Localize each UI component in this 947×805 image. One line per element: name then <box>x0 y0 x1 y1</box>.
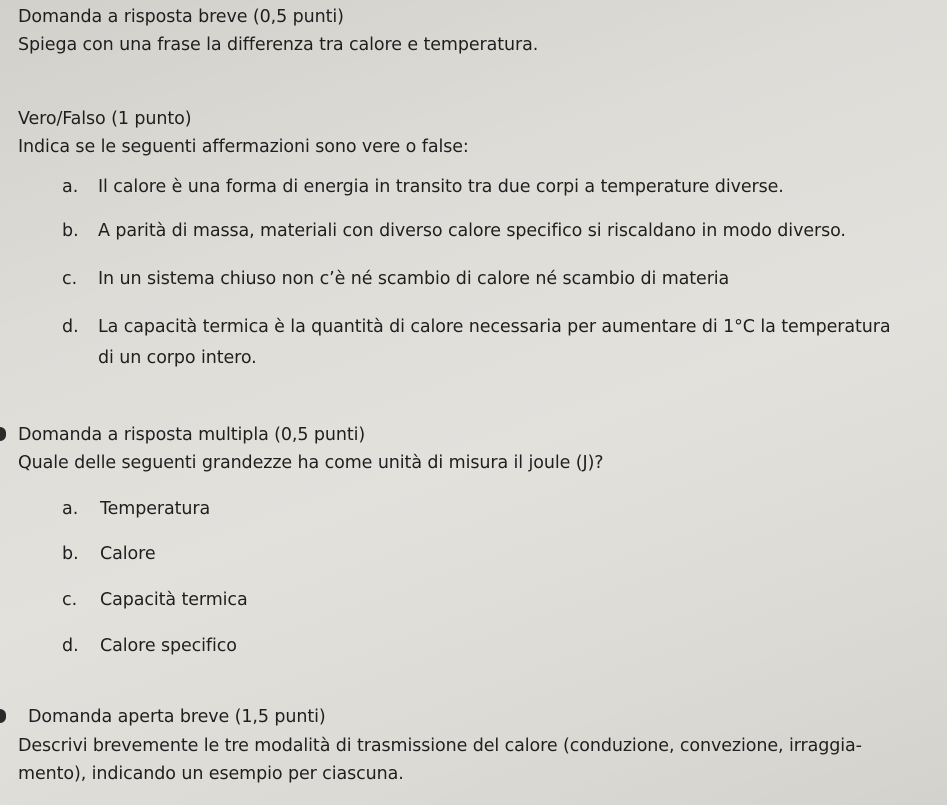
section3-question: Quale delle seguenti grandezze ha come unità di misura il joule (J)? <box>18 453 604 473</box>
option-letter: a. <box>62 499 79 519</box>
item-text-continuation: di un corpo intero. <box>98 348 257 368</box>
option-text: Calore specifico <box>100 636 237 656</box>
item-text: La capacità termica è la quantità di calore necessaria per aumentare di 1°C la temperatura <box>98 317 891 337</box>
item-text: A parità di massa, materiali con diverso calore specifico si riscaldano in modo diverso. <box>98 221 846 241</box>
option-letter: d. <box>62 636 79 656</box>
item-letter: d. <box>62 317 79 337</box>
option-text: Capacità termica <box>100 590 248 610</box>
section2-instruction: Indica se le seguenti affermazioni sono vere o false: <box>18 137 469 157</box>
section3-heading: Domanda a risposta multipla (0,5 punti) <box>18 425 366 445</box>
item-letter: a. <box>62 177 79 197</box>
item-letter: c. <box>62 269 78 289</box>
section4-question-line1: Descrivi brevemente le tre modalità di trasmissione del calore (conduzione, convezione, irraggia- <box>18 736 862 756</box>
section-marker <box>0 709 6 723</box>
section2-heading: Vero/Falso (1 punto) <box>18 109 192 129</box>
item-text: In un sistema chiuso non c’è né scambio di calore né scambio di materia <box>98 269 730 289</box>
option-letter: b. <box>62 544 79 564</box>
section-marker <box>0 427 6 441</box>
option-text: Calore <box>100 544 156 564</box>
option-letter: c. <box>62 590 78 610</box>
item-text: Il calore è una forma di energia in transito tra due corpi a temperature diverse. <box>98 177 784 197</box>
section1-question: Spiega con una frase la differenza tra calore e temperatura. <box>18 35 539 55</box>
section1-heading: Domanda a risposta breve (0,5 punti) <box>18 7 344 27</box>
section4-heading: Domanda aperta breve (1,5 punti) <box>28 707 326 727</box>
section4-question-line2: mento), indicando un esempio per ciascuna. <box>18 764 404 784</box>
option-text: Temperatura <box>100 499 211 519</box>
item-letter: b. <box>62 221 79 241</box>
